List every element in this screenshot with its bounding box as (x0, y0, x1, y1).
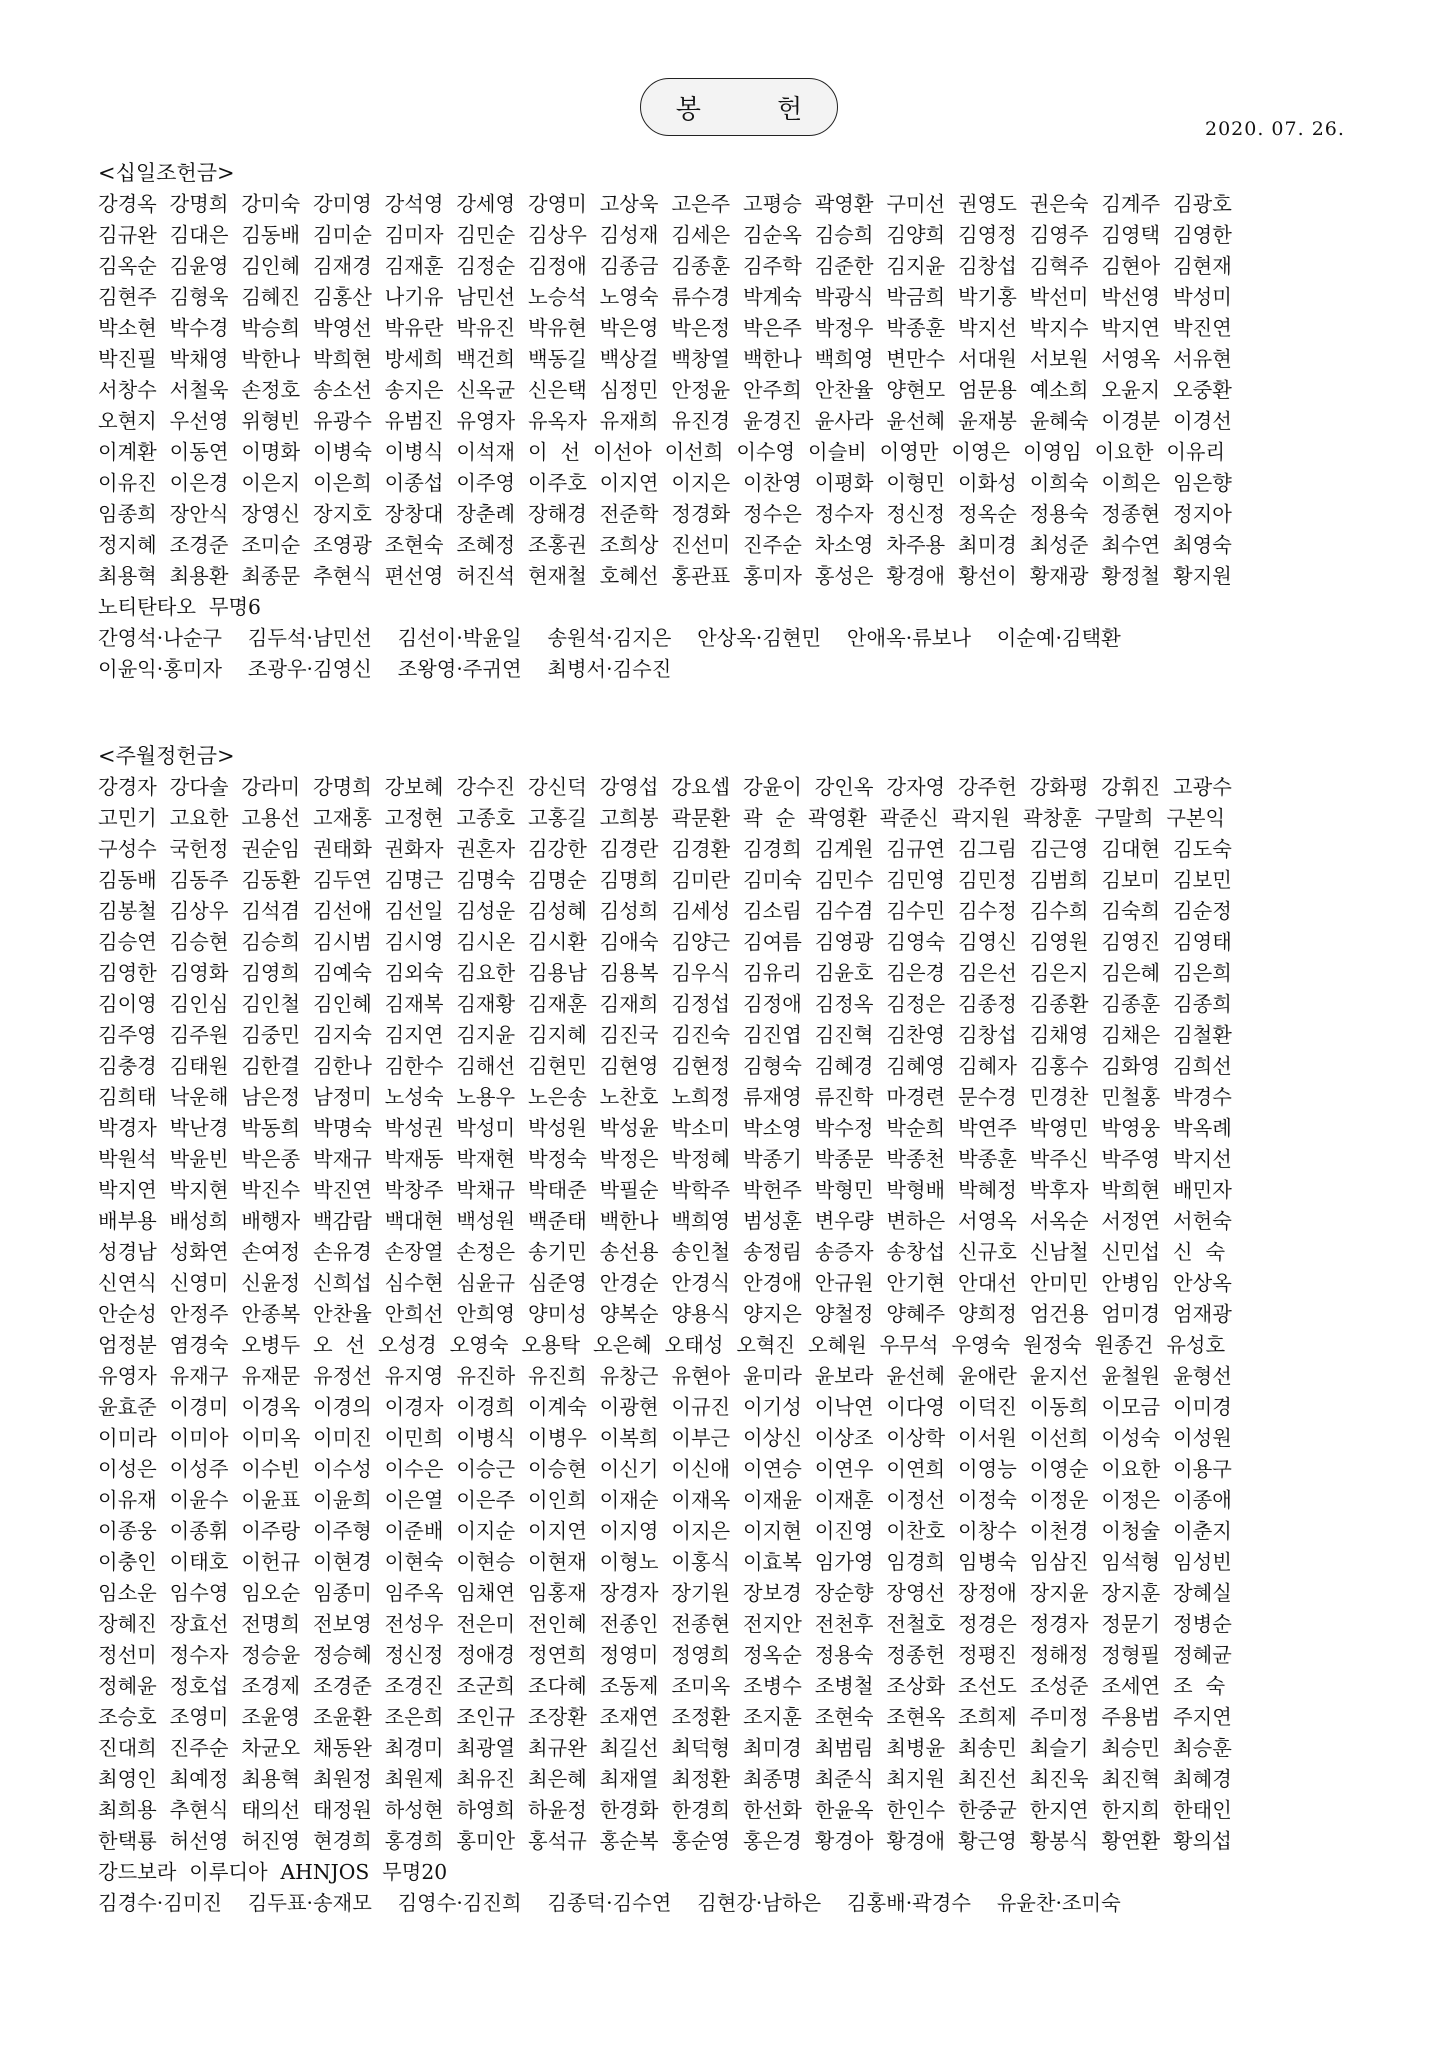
name-row: 김영한 김영화 김영희 김예숙 김외숙 김요한 김용남 김용복 김우식 김유리 김윤호 김은경 김은선 김은지 김은혜 김은희 (98, 961, 1232, 985)
name-row: 이충인 이태호 이헌규 이현경 이현숙 이현승 이현재 이형노 이홍식 이효복 임가영 임경희 임병숙 임삼진 임석형 임성빈 (98, 1550, 1232, 1574)
name-row: 최희용 추현식 태의선 태정원 하성현 하영희 하윤정 한경화 한경희 한선화 한윤옥 한인수 한중균 한지연 한지희 한태인 (98, 1798, 1232, 1822)
tithe-section (98, 158, 1373, 685)
name-row: 이윤익·홍미자 조광우·김영신 조왕영·주귀연 최병서·김수진 (98, 657, 672, 681)
name-row: 강드보라 이루디아 AHNJOS 무명20 (98, 1860, 448, 1884)
name-row: 박원석 박윤빈 박은종 박재규 박재동 박재현 박정숙 박정은 박정혜 박종기 박종문 박종천 박종훈 박주신 박주영 박지선 (98, 1147, 1232, 1171)
name-row: 윤효준 이경미 이경옥 이경의 이경자 이경희 이계숙 이광현 이규진 이기성 이낙연 이다영 이덕진 이동희 이모금 이미경 (98, 1395, 1232, 1419)
name-row: 김희태 낙운해 남은정 남정미 노성숙 노용우 노은송 노찬호 노희정 류재영 류진학 마경련 문수경 민경찬 민철홍 박경수 (98, 1085, 1232, 1109)
name-row: 정혜윤 정호섭 조경제 조경준 조경진 조군희 조다혜 조동제 조미옥 조병수 조병철 조상화 조선도 조성준 조세연 조 숙 (98, 1674, 1226, 1698)
name-row: 서창수 서철욱 손정호 송소선 송지은 신옥균 신은택 심정민 안정윤 안주희 안찬율 양현모 엄문용 예소희 오윤지 오중환 (98, 378, 1232, 402)
name-row: 고민기 고요한 고용선 고재홍 고정현 고종호 고홍길 고희봉 곽문환 곽 순 곽영환 곽준신 곽지원 곽창훈 구말희 구본익 (98, 806, 1226, 830)
page-title: 봉 헌 (640, 78, 838, 136)
name-row: 구성수 국헌정 권순임 권태화 권화자 권혼자 김강한 김경란 김경환 김경희 김계원 김규연 김그림 김근영 김대현 김도숙 (98, 837, 1232, 861)
name-row: 이성은 이성주 이수빈 이수성 이수은 이승근 이승현 이신기 이신애 이연승 이연우 이연희 이영능 이영순 이요한 이용구 (98, 1457, 1232, 1481)
name-row: 박지연 박지현 박진수 박진연 박창주 박채규 박태준 박필순 박학주 박헌주 박형민 박형배 박혜정 박후자 박희현 배민자 (98, 1178, 1232, 1202)
section-title: <십일조헌금> (98, 161, 235, 185)
section-title: <주월정헌금> (98, 744, 235, 768)
name-row: 정지혜 조경준 조미순 조영광 조현숙 조혜정 조홍권 조희상 진선미 진주순 차소영 차주용 최미경 최성준 최수연 최영숙 (98, 533, 1232, 557)
name-row: 최용혁 최용환 최종문 추현식 편선영 허진석 현재철 호혜선 홍관표 홍미자 홍성은 황경애 황선이 황재광 황정철 황지원 (98, 564, 1232, 588)
date-label: 2020. 07. 26. (1205, 118, 1345, 140)
name-row: 정선미 정수자 정승윤 정승혜 정신정 정애경 정연희 정영미 정영희 정옥순 정용숙 정종헌 정평진 정해정 정형필 정혜균 (98, 1643, 1232, 1667)
name-row: 이미라 이미아 이미옥 이미진 이민희 이병식 이병우 이복희 이부근 이상신 이상조 이상학 이서원 이선희 이성숙 이성원 (98, 1426, 1232, 1450)
name-row: 조승호 조영미 조윤영 조윤환 조은희 조인규 조장환 조재연 조정환 조지훈 조현숙 조현옥 조희제 주미정 주용범 주지연 (98, 1705, 1232, 1729)
name-row: 강경옥 강명희 강미숙 강미영 강석영 강세영 강영미 고상욱 고은주 고평승 곽영환 구미선 권영도 권은숙 김계주 김광호 (98, 192, 1232, 216)
name-row: 김옥순 김윤영 김인혜 김재경 김재훈 김정순 김정애 김종금 김종훈 김주학 김준한 김지윤 김창섭 김혁주 김현아 김현재 (98, 254, 1232, 278)
name-row: 김주영 김주원 김중민 김지숙 김지연 김지윤 김지혜 김진국 김진숙 김진엽 김진혁 김찬영 김창섭 김채영 김채은 김철환 (98, 1023, 1232, 1047)
name-row: 김동배 김동주 김동환 김두연 김명근 김명숙 김명순 김명희 김미란 김미숙 김민수 김민영 김민정 김범희 김보미 김보민 (98, 868, 1232, 892)
name-row: 김이영 김인심 김인철 김인혜 김재복 김재황 김재훈 김재희 김정섭 김정애 김정옥 김정은 김종정 김종환 김종훈 김종희 (98, 992, 1232, 1016)
name-row: 이유진 이은경 이은지 이은희 이종섭 이주영 이주호 이지연 이지은 이찬영 이평화 이형민 이화성 이희숙 이희은 임은향 (98, 471, 1232, 495)
name-row: 김경수·김미진 김두표·송재모 김영수·김진희 김종덕·김수연 김현강·남하은 김홍배·곽경수 유윤찬·조미숙 (98, 1891, 1121, 1915)
name-row: 노티탄타오 무명6 (98, 595, 261, 619)
name-row: 배부용 배성희 배행자 백감람 백대현 백성원 백준태 백한나 백희영 범성훈 변우량 변하은 서영옥 서옥순 서정연 서헌숙 (98, 1209, 1232, 1233)
name-list (98, 189, 1373, 685)
name-row: 김규완 김대은 김동배 김미순 김미자 김민순 김상우 김성재 김세은 김순옥 김승희 김양희 김영정 김영주 김영택 김영한 (98, 223, 1232, 247)
name-row: 성경남 성화연 손여정 손유경 손장열 손정은 송기민 송선용 송인철 송정림 송증자 송창섭 신규호 신남철 신민섭 신 숙 (98, 1240, 1226, 1264)
name-row: 이유재 이윤수 이윤표 이윤희 이은열 이은주 이인희 이재순 이재옥 이재윤 이재훈 이정선 이정숙 이정운 이정은 이종애 (98, 1488, 1232, 1512)
name-row: 김충경 김태원 김한결 김한나 김한수 김해선 김현민 김현영 김현정 김형숙 김혜경 김혜영 김혜자 김홍수 김화영 김희선 (98, 1054, 1232, 1078)
name-row: 김현주 김형욱 김혜진 김홍산 나기유 남민선 노승석 노영숙 류수경 박계숙 박광식 박금희 박기홍 박선미 박선영 박성미 (98, 285, 1232, 309)
name-row: 김승연 김승현 김승희 김시범 김시영 김시온 김시환 김애숙 김양근 김여름 김영광 김영숙 김영신 김영원 김영진 김영태 (98, 930, 1232, 954)
name-row: 이종웅 이종휘 이주랑 이주형 이준배 이지순 이지연 이지영 이지은 이지현 이진영 이찬호 이창수 이천경 이청술 이춘지 (98, 1519, 1232, 1543)
name-row: 박소현 박수경 박승희 박영선 박유란 박유진 박유현 박은영 박은정 박은주 박정우 박종훈 박지선 박지수 박지연 박진연 (98, 316, 1232, 340)
name-row: 임소운 임수영 임오순 임종미 임주옥 임채연 임홍재 장경자 장기원 장보경 장순향 장영선 장정애 장지윤 장지훈 장혜실 (98, 1581, 1232, 1605)
name-row: 안순성 안정주 안종복 안찬율 안희선 안희영 양미성 양복순 양용식 양지은 양철정 양혜주 양희정 엄건용 엄미경 엄재광 (98, 1302, 1232, 1326)
name-row: 진대희 진주순 차균오 채동완 최경미 최광열 최규완 최길선 최덕형 최미경 최범림 최병윤 최송민 최슬기 최승민 최승훈 (98, 1736, 1232, 1760)
name-row: 강경자 강다솔 강라미 강명희 강보혜 강수진 강신덕 강영섭 강요셉 강윤이 강인옥 강자영 강주헌 강화평 강휘진 고광수 (98, 775, 1232, 799)
name-row: 이계환 이동연 이명화 이병숙 이병식 이석재 이 선 이선아 이선희 이수영 이슬비 이영만 이영은 이영임 이요한 이유리 (98, 440, 1226, 464)
name-row: 장혜진 장효선 전명희 전보영 전성우 전은미 전인혜 전종인 전종현 전지안 전천후 전철호 정경은 정경자 정문기 정병순 (98, 1612, 1232, 1636)
name-row: 박진필 박채영 박한나 박희현 방세희 백건희 백동길 백상걸 백창열 백한나 백희영 변만수 서대원 서보원 서영옥 서유현 (98, 347, 1232, 371)
weekly-offering-section (98, 741, 1373, 1919)
name-row: 간영석·나순구 김두석·남민선 김선이·박윤일 송원석·김지은 안상옥·김현민 안애옥·류보나 이순예·김택환 (98, 626, 1121, 650)
name-row: 임종희 장안식 장영신 장지호 장창대 장춘례 장해경 전준학 정경화 정수은 정수자 정신정 정옥순 정용숙 정종현 정지아 (98, 502, 1232, 526)
name-row: 한택룡 허선영 허진영 현경희 홍경희 홍미안 홍석규 홍순복 홍순영 홍은경 황경아 황경애 황근영 황봉식 황연환 황의섭 (98, 1829, 1232, 1853)
name-row: 오현지 우선영 위형빈 유광수 유범진 유영자 유옥자 유재희 유진경 윤경진 윤사라 윤선혜 윤재봉 윤혜숙 이경분 이경선 (98, 409, 1232, 433)
name-list (98, 772, 1373, 1919)
name-row: 김봉철 김상우 김석겸 김선애 김선일 김성운 김성혜 김성희 김세성 김소림 김수겸 김수민 김수정 김수희 김숙희 김순정 (98, 899, 1232, 923)
name-row: 최영인 최예정 최용혁 최원정 최원제 최유진 최은혜 최재열 최정환 최종명 최준식 최지원 최진선 최진욱 최진혁 최혜경 (98, 1767, 1232, 1791)
name-row: 박경자 박난경 박동희 박명숙 박성권 박성미 박성원 박성윤 박소미 박소영 박수정 박순희 박연주 박영민 박영웅 박옥례 (98, 1116, 1232, 1140)
name-row: 엄정분 염경숙 오병두 오 선 오성경 오영숙 오용탁 오은혜 오태성 오혁진 오혜원 우무석 우영숙 원정숙 원종건 유성호 (98, 1333, 1226, 1357)
name-row: 유영자 유재구 유재문 유정선 유지영 유진하 유진희 유창근 유현아 윤미라 윤보라 윤선혜 윤애란 윤지선 윤철원 윤형선 (98, 1364, 1232, 1388)
name-row: 신연식 신영미 신윤정 신희섭 심수현 심윤규 심준영 안경순 안경식 안경애 안규원 안기현 안대선 안미민 안병임 안상옥 (98, 1271, 1232, 1295)
